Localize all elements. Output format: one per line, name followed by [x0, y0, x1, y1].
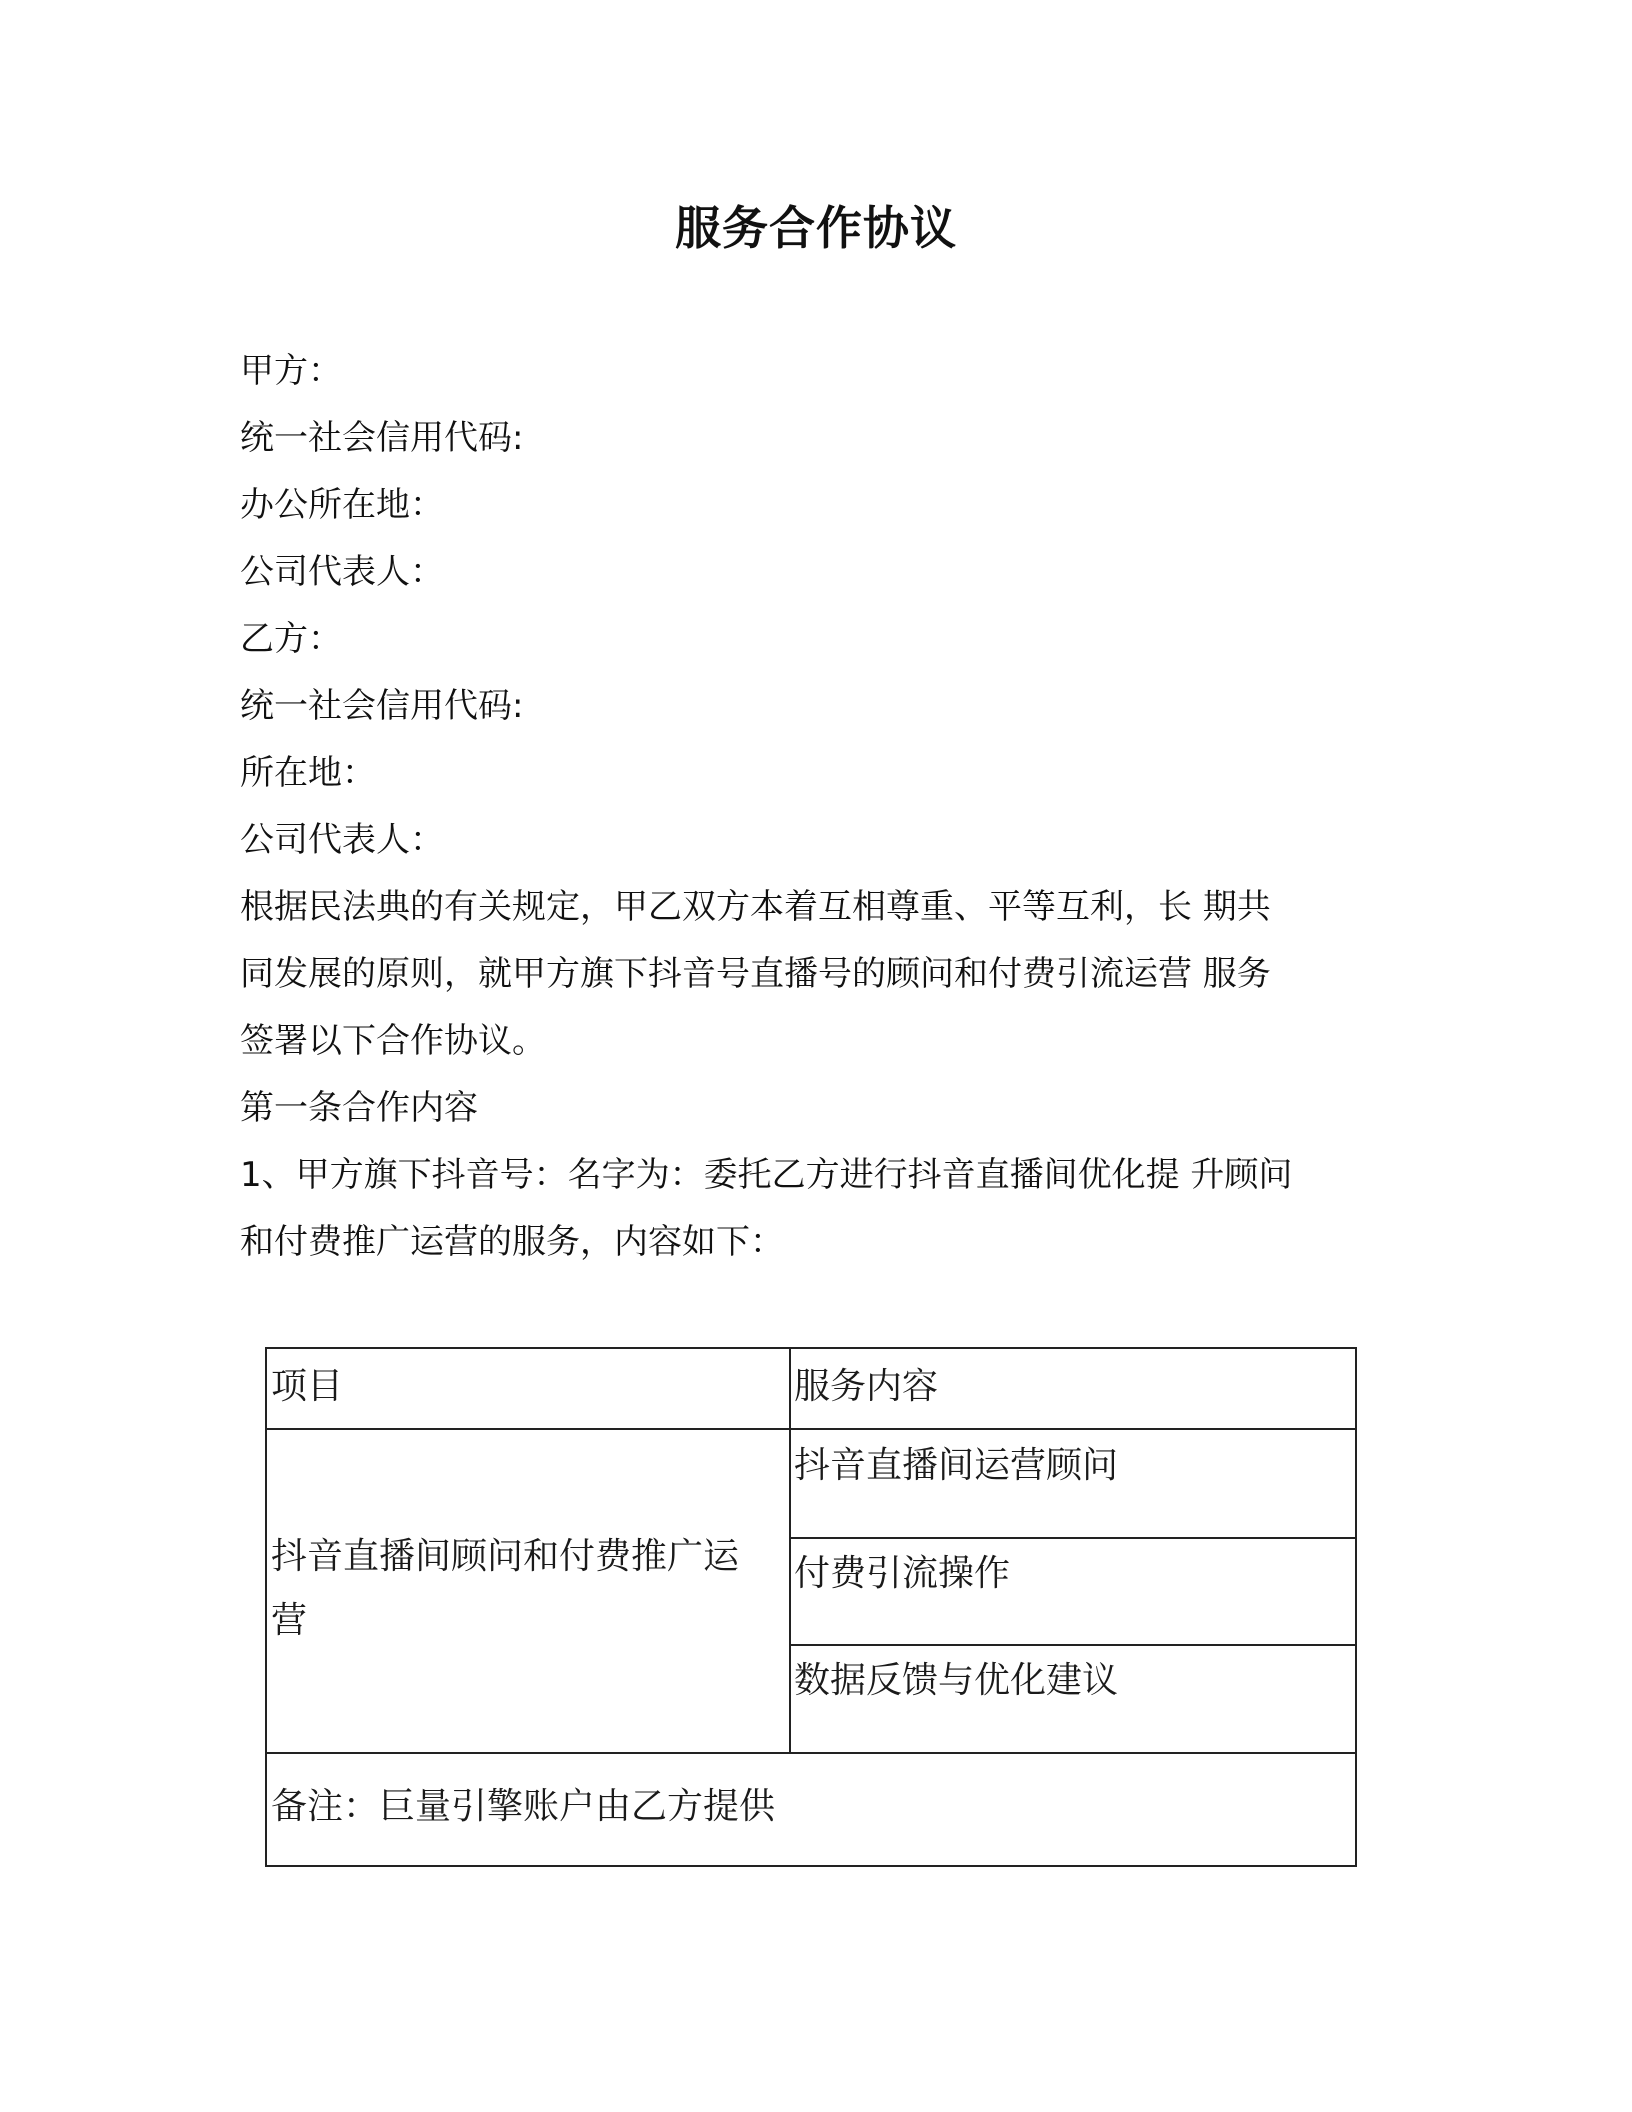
table-item-cell	[271, 1525, 781, 1653]
service-table	[265, 1347, 1357, 1867]
table-service-cell: 付费引流操作	[794, 1553, 1011, 1594]
table-service-cell: 数据反馈与优化建议	[794, 1660, 1119, 1701]
table-header-item: 项目	[271, 1366, 344, 1407]
clause-line: 1、甲方旗下抖音号：名字为：委托乙方进行抖音直播间优化提 升顾问	[240, 1155, 1293, 1195]
party-b-credit-code: 统一社会信用代码:	[240, 686, 524, 726]
document-title: 服务合作协议	[675, 201, 957, 255]
party-a-representative: 公司代表人：	[240, 552, 444, 592]
preamble-line: 根据民法典的有关规定，甲乙双方本着互相尊重、平等互利，长 期共	[240, 887, 1271, 927]
party-b-representative: 公司代表人：	[240, 820, 444, 860]
preamble-line: 同发展的原则，就甲方旗下抖音号直播号的顾问和付费引流运营 服务	[240, 954, 1271, 994]
table-rule	[789, 1644, 1355, 1646]
party-a-office: 办公所在地：	[240, 485, 444, 525]
table-item-line: 营	[271, 1600, 308, 1641]
party-b-label: 乙方：	[240, 619, 342, 659]
table-service-cell: 抖音直播间运营顾问	[794, 1445, 1119, 1486]
table-rule	[789, 1537, 1355, 1539]
article-heading: 第一条合作内容	[240, 1088, 478, 1128]
table-rule	[267, 1428, 1355, 1430]
party-a-credit-code: 统一社会信用代码:	[240, 418, 524, 458]
table-item-line: 抖音直播间顾问和付费推广运	[271, 1536, 740, 1577]
party-a-label: 甲方：	[240, 351, 342, 391]
table-note: 备注：巨量引擎账户由乙方提供	[271, 1786, 776, 1827]
party-b-location: 所在地：	[240, 753, 376, 793]
table-rule	[267, 1752, 1355, 1754]
clause-line: 和付费推广运营的服务，内容如下：	[240, 1222, 784, 1262]
preamble-line: 签署以下合作协议。	[240, 1021, 546, 1061]
document-body	[240, 338, 1400, 1276]
table-rule	[789, 1349, 791, 1752]
table-header-content: 服务内容	[794, 1366, 939, 1407]
